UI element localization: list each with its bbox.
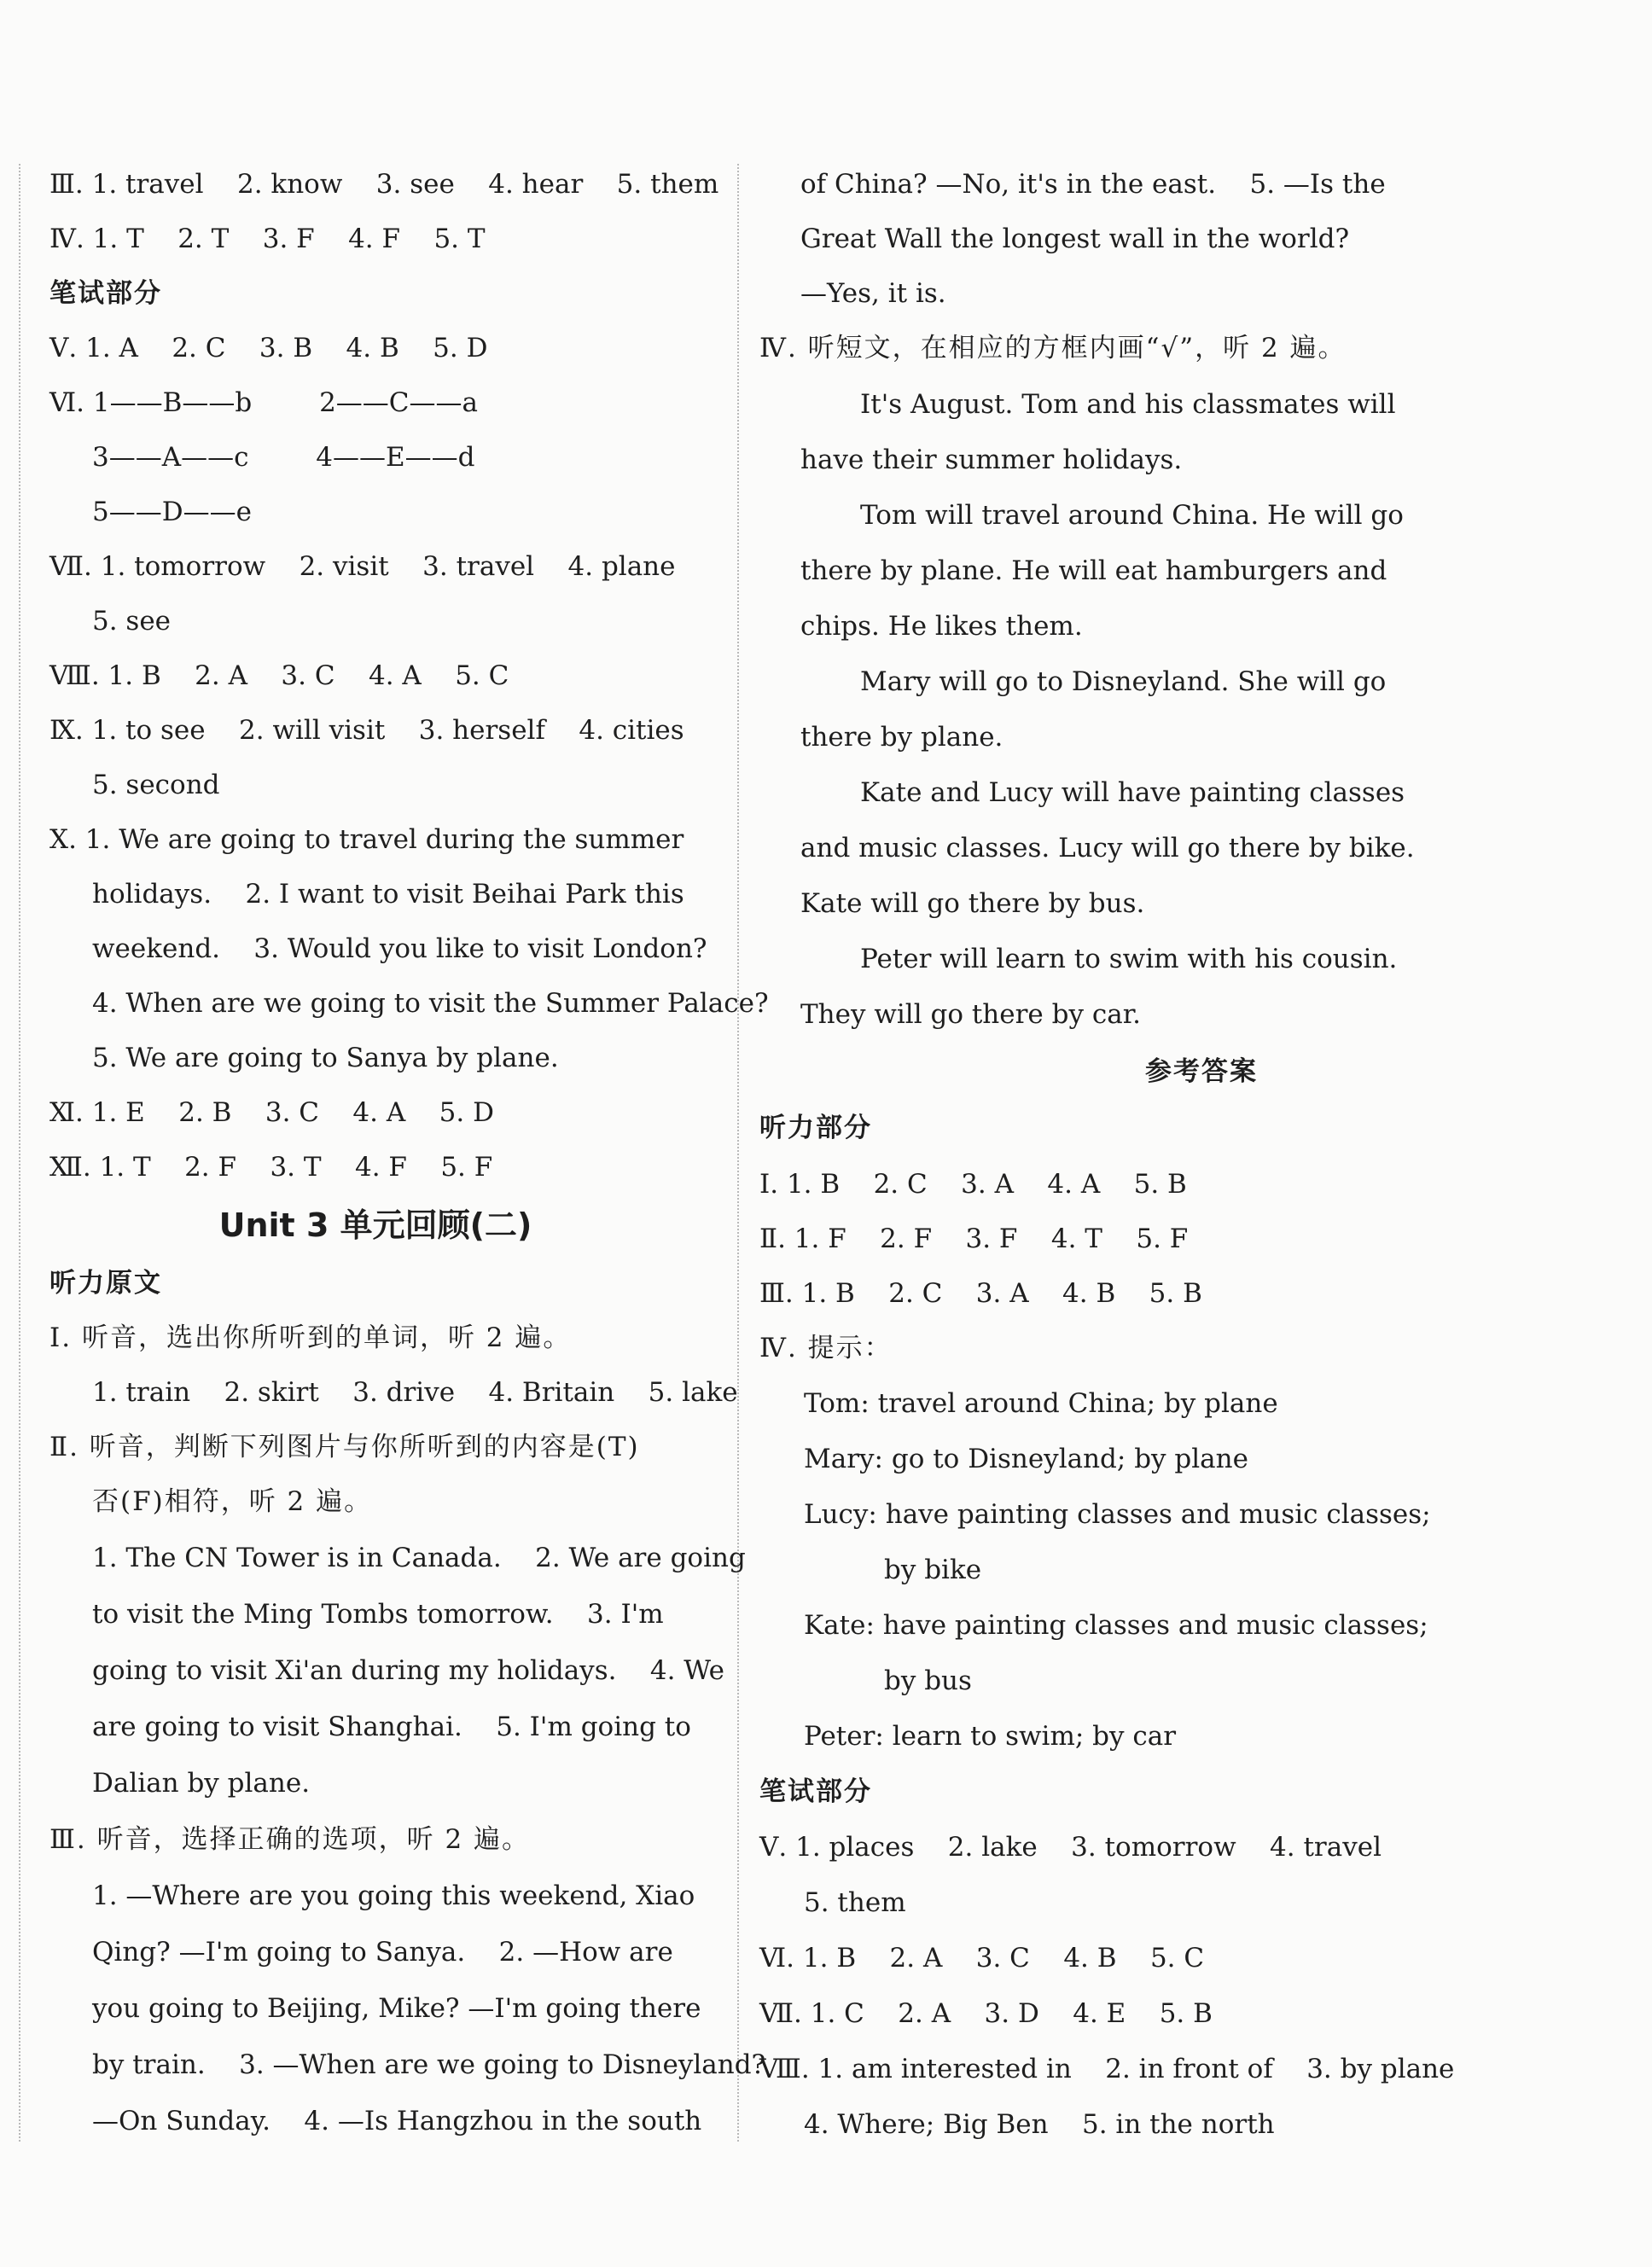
left-column <box>0 0 769 2267</box>
passage-line: They will go there by car. <box>800 999 1141 1030</box>
hint-tom: Tom: travel around China; by plane <box>804 1388 1278 1419</box>
hint-kate-line1: Kate: have painting classes and music classes; <box>804 1610 1428 1641</box>
answer-vii-line1: Ⅶ. 1. tomorrow 2. visit 3. travel 4. plane <box>49 551 676 582</box>
section-heading-listening: 听力部分 <box>759 1113 872 1143</box>
transcript-ii-question-line2: 否(F)相符，听 2 遍。 <box>92 1486 373 1517</box>
passage-line: Peter will learn to swim with his cousin. <box>860 944 1398 974</box>
answer-vi-line3: 5——D——e <box>92 497 252 527</box>
answer-xii: Ⅻ. 1. T 2. F 3. T 4. F 5. F <box>49 1152 493 1183</box>
transcript-iv-question: Ⅳ. 听短文，在相应的方框内画“√”，听 2 遍。 <box>759 333 1347 363</box>
transcript-cont-line2: Great Wall the longest wall in the world? <box>800 224 1350 254</box>
answer-x-line5: 5. We are going to Sanya by plane. <box>92 1043 559 1073</box>
listening-answer-i: Ⅰ. 1. B 2. C 3. A 4. A 5. B <box>759 1169 1187 1200</box>
transcript-i-words: 1. train 2. skirt 3. drive 4. Britain 5. lake <box>92 1377 738 1408</box>
transcript-iii-question: Ⅲ. 听音，选择正确的选项，听 2 遍。 <box>49 1824 531 1855</box>
hint-lucy-line2: by bike <box>884 1555 982 1585</box>
answer-x-line2: holidays. 2. I want to visit Beihai Park this <box>92 879 684 910</box>
answer-ix-line1: Ⅸ. 1. to see 2. will visit 3. herself 4. cities <box>49 715 684 746</box>
unit-title: Unit 3 单元回顾(二) <box>218 1206 532 1244</box>
transcript-ii-line3: going to visit Xi'an during my holidays. 4. We <box>92 1655 724 1686</box>
transcript-ii-question-line1: Ⅱ. 听音，判断下列图片与你所听到的内容是(T) <box>49 1432 640 1462</box>
transcript-iii-line3: you going to Beijing, Mike? —I'm going there <box>92 1993 701 2024</box>
hint-lucy-line1: Lucy: have painting classes and music classes; <box>804 1499 1431 1530</box>
listening-answer-ii: Ⅱ. 1. F 2. F 3. F 4. T 5. F <box>759 1224 1189 1254</box>
transcript-cont-line3: —Yes, it is. <box>800 278 946 309</box>
transcript-ii-line2: to visit the Ming Tombs tomorrow. 3. I'm <box>92 1599 664 1630</box>
answer-iii: Ⅲ. 1. travel 2. know 3. see 4. hear 5. them <box>49 169 719 200</box>
answer-key-title: 参考答案 <box>1145 1056 1258 1087</box>
section-heading-written-right: 笔试部分 <box>759 1776 872 1807</box>
passage-line: there by plane. <box>800 722 1003 753</box>
listening-answer-iii: Ⅲ. 1. B 2. C 3. A 4. B 5. B <box>759 1278 1202 1309</box>
passage-line: and music classes. Lucy will go there by bike. <box>800 833 1415 863</box>
transcript-ii-line4: are going to visit Shanghai. 5. I'm going to <box>92 1712 691 1742</box>
right-column <box>751 0 1652 2267</box>
passage-line: chips. He likes them. <box>800 611 1083 642</box>
passage-line: It's August. Tom and his classmates will <box>860 389 1396 420</box>
answer-ix-line2: 5. second <box>92 770 220 800</box>
answer-iv: Ⅳ. 1. T 2. T 3. F 4. F 5. T <box>49 224 486 254</box>
answer-x-line1: Ⅹ. 1. We are going to travel during the summer <box>49 824 684 855</box>
listening-answer-iv-hint: Ⅳ. 提示： <box>759 1333 893 1363</box>
section-heading-transcript: 听力原文 <box>49 1268 162 1299</box>
answer-v: Ⅴ. 1. A 2. C 3. B 4. B 5. D <box>49 333 488 363</box>
section-heading-written: 笔试部分 <box>49 278 162 309</box>
written-answer-vii: Ⅶ. 1. C 2. A 3. D 4. E 5. B <box>759 1998 1213 2029</box>
transcript-cont-line1: of China? —No, it's in the east. 5. —Is the <box>800 169 1386 200</box>
answer-x-line3: weekend. 3. Would you like to visit London? <box>92 933 707 964</box>
written-answer-viii-line1: Ⅷ. 1. am interested in 2. in front of 3. by plane <box>759 2054 1455 2084</box>
written-answer-viii-line2: 4. Where; Big Ben 5. in the north <box>804 2109 1275 2140</box>
passage-line: Kate and Lucy will have painting classes <box>860 777 1405 808</box>
hint-mary: Mary: go to Disneyland; by plane <box>804 1444 1248 1474</box>
answer-vi-line1: Ⅵ. 1——B——b 2——C——a <box>49 387 478 418</box>
written-answer-vi: Ⅵ. 1. B 2. A 3. C 4. B 5. C <box>759 1943 1205 1973</box>
answer-vi-line2: 3——A——c 4——E——d <box>92 442 475 473</box>
transcript-ii-line5: Dalian by plane. <box>92 1768 311 1799</box>
written-answer-v-line1: Ⅴ. 1. places 2. lake 3. tomorrow 4. travel <box>759 1832 1382 1863</box>
written-answer-v-line2: 5. them <box>804 1887 906 1918</box>
passage-line: Kate will go there by bus. <box>800 888 1145 919</box>
answer-x-line4: 4. When are we going to visit the Summer Palace? <box>92 988 769 1019</box>
passage-line: Mary will go to Disneyland. She will go <box>860 666 1387 697</box>
transcript-iii-line1: 1. —Where are you going this weekend, Xiao <box>92 1880 695 1911</box>
transcript-iii-line2: Qing? —I'm going to Sanya. 2. —How are <box>92 1937 673 1968</box>
answer-viii: Ⅷ. 1. B 2. A 3. C 4. A 5. C <box>49 660 509 691</box>
passage-line: there by plane. He will eat hamburgers and <box>800 555 1387 586</box>
answer-xi: Ⅺ. 1. E 2. B 3. C 4. A 5. D <box>49 1097 494 1128</box>
transcript-iii-line4: by train. 3. —When are we going to Disneyland? <box>92 2049 766 2080</box>
answer-vii-line2: 5. see <box>92 606 172 637</box>
transcript-ii-line1: 1. The CN Tower is in Canada. 2. We are going <box>92 1543 746 1573</box>
passage-line: have their summer holidays. <box>800 445 1183 475</box>
hint-kate-line2: by bus <box>884 1665 972 1696</box>
transcript-i-question: Ⅰ. 听音，选出你所听到的单词，听 2 遍。 <box>49 1322 572 1353</box>
passage-line: Tom will travel around China. He will go <box>860 500 1404 531</box>
transcript-iii-line5: —On Sunday. 4. —Is Hangzhou in the south <box>92 2106 702 2136</box>
hint-peter: Peter: learn to swim; by car <box>804 1721 1177 1752</box>
